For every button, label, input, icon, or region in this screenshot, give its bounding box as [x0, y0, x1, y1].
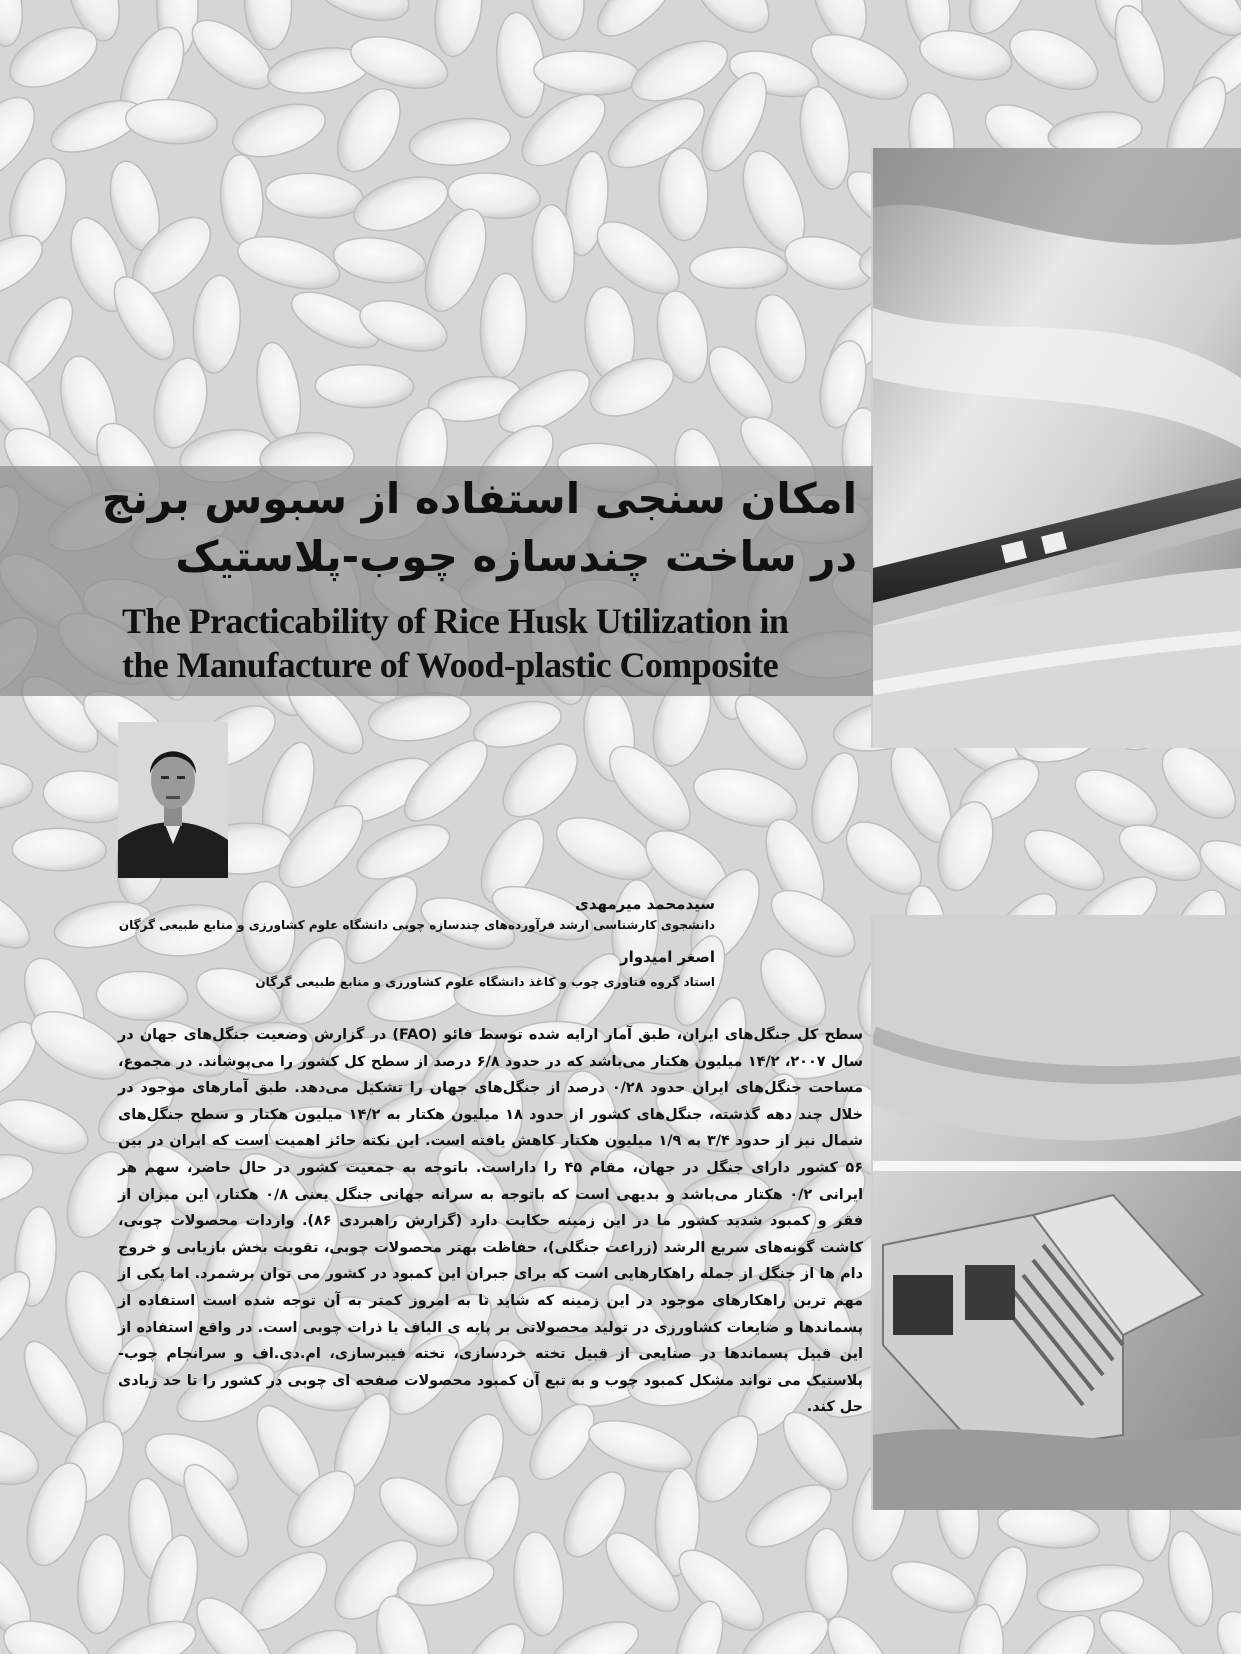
author-portrait: [118, 722, 228, 878]
title-persian-line-2: در ساخت چندسازه چوب-پلاستیک: [175, 532, 857, 581]
wood-plastic-profile-photo: [873, 148, 1241, 748]
rice-grain: [658, 148, 708, 241]
author-2-affiliation: استاد گروه فناوری چوب و کاغذ دانشگاه علوم کشاورزی و منابع طبیعی گرگان: [255, 975, 715, 989]
author-2-name: اصغر امیدوار: [620, 948, 715, 966]
author-1-name: سیدمحمد میرمهدی: [575, 895, 715, 913]
author-1-affiliation: دانشجوی کارشناسی ارشد فرآورده‌های چندسازه چوبی دانشگاه علوم کشاورزی و منابع طبیعی گرگان: [118, 918, 715, 932]
rice-grain: [690, 247, 788, 288]
title-english-line-1: The Practicability of Rice Husk Utilization in: [122, 601, 789, 641]
wood-plastic-decking-photo: [873, 915, 1241, 1510]
title-persian-line-1: امکان سنجی استفاده از سبوس برنج: [101, 474, 857, 523]
article-body-paragraph: سطح کل جنگل‌های ایران، طبق آمار ارایه شده توسط فائو (FAO) در گزارش وضعیت جنگل‌های جهان در سال ۲۰۰۷، ۱۴/۲ میلیون هکتار می‌باشد که در حدود ۶/۸ درصد از سطح کل کشور را می‌پوشاند. در مجموع، مساحت جنگل‌های ایران حدود ۰/۲۸ درصد از جنگل‌های جهان را تشکیل می‌دهد. طبق آمارهای موجود در خلال چند دهه گذشته، جنگل‌های کشور از حدود ۱۸ میلیون هکتار به ۱۴/۲ میلیون هکتار و سطح جنگل‌های شمال نیز از حدود ۳/۴ به ۱/۹ میلیون هکتار کاهش یافته است. این نکته حائز اهمیت است که ایران در بین ۵۶ کشور دارای جنگل در جهان، مقام ۴۵ را داراست. باتوجه به جمعیت کشور در حال حاضر، سهم هر ایرانی ۰/۲ هکتار می‌باشد و بدیهی است که باتوجه به سرانه جهانی جنگل یعنی ۰/۸ هکتار، این میزان از فقر و کمبود شدید کشور ما در این زمینه حکایت دارد (گزارش راهبردی ۸۶). واردات محصولات چوبی، کاشت گونه‌های سریع الرشد (زراعت جنگلی)، حفاظت بهتر محصولات چوبی، تقویت بخش بازیابی و خروج دام ها از جنگل از جمله راهکارهایی است که برای جبران این کمبود در کشور می توان برشمرد. اما یکی از مهم ترین راهکارهای موجود در این زمینه که شاید تا به امروز کمتر به آن توجه شده است استفاده از پسماندها و ضایعات کشاورزی در تولید محصولاتی بر پایه ی الیاف یا ذرات چوبی است. در واقع استفاده از این قبیل پسماندها در صنایعی از قبیل تخته خردسازی، تخته فیبرسازی، ام.دی.اف و سرانجام چوب-پلاستیک می تواند مشکل کمبود چوب و به تبع آن کمبود محصولات صفحه ای چوبی در کشور را تا حد زیادی حل کند.: [118, 1027, 864, 1416]
title-english-line-2: the Manufacture of Wood-plastic Composite: [122, 645, 779, 685]
rice-grain: [805, 1529, 848, 1620]
title-band: [0, 466, 873, 696]
